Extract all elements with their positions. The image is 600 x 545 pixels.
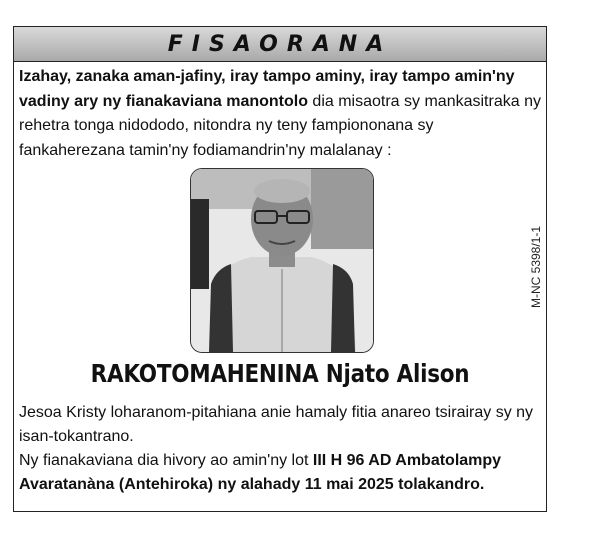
funeral-text: Ny fianakaviana dia hivory ao amin'ny lot <box>19 452 313 469</box>
intro-bold-text: Izahay, zanaka aman-jafiny, iray tampo aminy, iray tampo amin'ny vadiny ary ny fianakaviana manontolo <box>19 68 515 110</box>
tribute-paragraph: Jesoa Kristy loharanom-pitahiana anie hamaly fitia anareo tsirairay sy ny isan-tokantrano. <box>19 404 534 445</box>
deceased-name: RAKOTOMAHENINA Njato Alison <box>90 359 470 388</box>
deceased-photo <box>190 168 374 353</box>
intro-text: dia misaotra sy mankasitraka ny rehetra tonga nidododo, nitondra ny teny fampiononana sy fankaherezana tamin'ny fodiamandrin'ny malalanay : <box>19 92 541 159</box>
portrait-image <box>191 169 373 352</box>
intro-paragraph <box>19 65 541 163</box>
title-banner <box>14 27 546 62</box>
funeral-paragraph <box>19 449 541 497</box>
funeral-location: III H 96 AD Ambatolampy Avaratanàna (Antehiroka) ny alahady 11 mai 2025 tolakandro. <box>19 452 502 493</box>
reference-code <box>526 217 546 317</box>
reference-code-text: M-NC 5398/1-1 <box>529 225 543 309</box>
notice-frame <box>13 26 547 512</box>
notice-title: FISAORANA <box>167 31 393 57</box>
